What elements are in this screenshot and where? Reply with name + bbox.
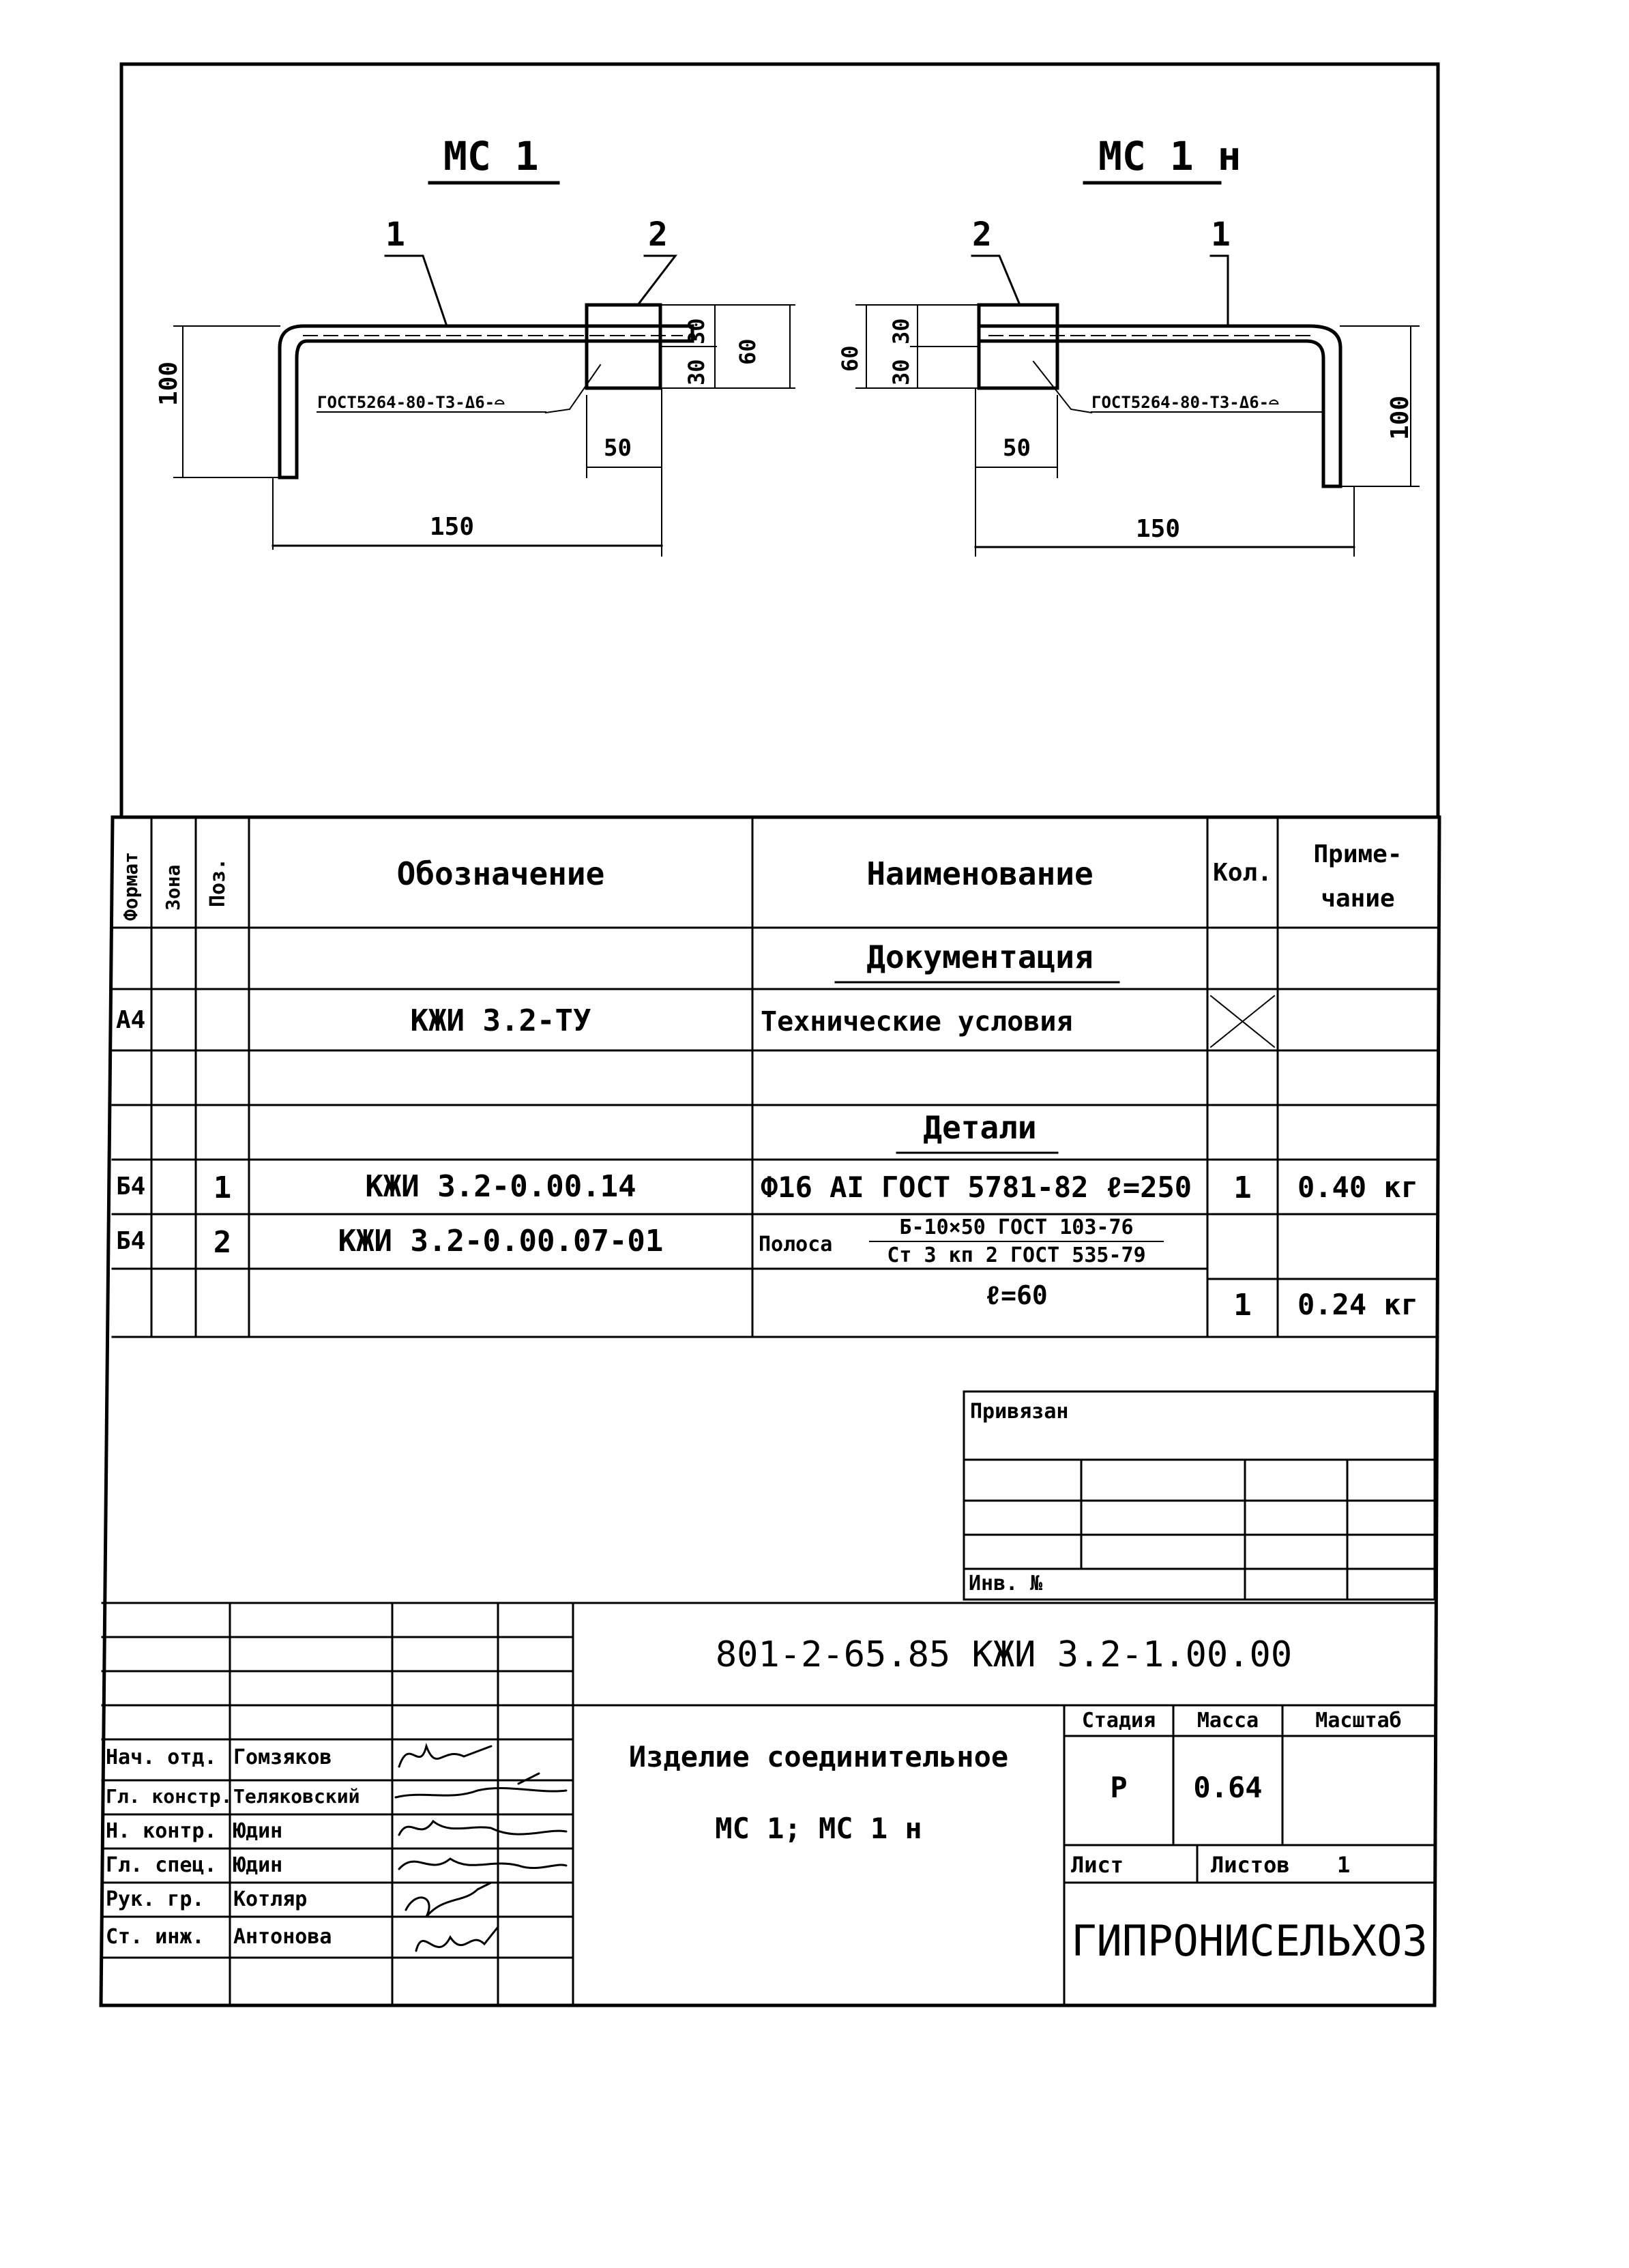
mc1h-weld-note: ГОСТ5264-80-Т3-Δ6-⌓ — [1091, 393, 1279, 412]
mc1h-dim-150: 150 — [1136, 515, 1181, 543]
mc1-dim-30a: 30 — [684, 318, 709, 344]
row1-name: Технические условия — [761, 1006, 1073, 1037]
mc1-dim-100: 100 — [155, 361, 183, 406]
section-documentation: Документация — [866, 939, 1094, 975]
mc1h-dim-30a: 30 — [888, 318, 914, 344]
row3-name-bottom: Ст 3 кп 2 ГОСТ 535-79 — [887, 1243, 1146, 1267]
role-1: Нач. отд. — [106, 1746, 217, 1769]
row2-name: Ф16 АI ГОСТ 5781-82 ℓ=250 — [761, 1170, 1192, 1204]
drawing-code: 801-2-65.85 КЖИ 3.2-1.00.00 — [715, 1634, 1293, 1675]
mc1-callout-2: 2 — [648, 216, 668, 254]
signature-3 — [399, 1821, 566, 1835]
signature-6 — [416, 1927, 498, 1951]
row3-qty: 1 — [1233, 1288, 1252, 1323]
person-6: Антонова — [233, 1925, 332, 1949]
person-5: Котляр — [233, 1887, 308, 1911]
row2-qty: 1 — [1233, 1170, 1252, 1205]
row3-name-prefix: Полоса — [759, 1233, 833, 1256]
mc1-weld-note: ГОСТ5264-80-Т3-Δ6-⌓ — [317, 393, 505, 412]
header-note-2: чание — [1321, 885, 1395, 913]
row3-pos: 2 — [213, 1225, 232, 1260]
role-2: Гл. констр. — [106, 1785, 233, 1808]
mc1-dim-60: 60 — [735, 338, 761, 365]
mc1h-title: МС 1 н — [1098, 133, 1242, 179]
mass-label: Масса — [1197, 1709, 1259, 1733]
role-6: Ст. инж. — [106, 1925, 205, 1949]
sheets-value: 1 — [1337, 1852, 1351, 1878]
mc1-dim-30b: 30 — [684, 359, 709, 385]
item-name-1: Изделие соединительное — [628, 1740, 1009, 1773]
stage-label: Стадия — [1081, 1709, 1156, 1733]
role-5: Рук. гр. — [106, 1887, 205, 1911]
signature-5 — [406, 1883, 491, 1917]
organization: ГИПРОНИСЕЛЬХОЗ — [1071, 1916, 1428, 1966]
stage-value: Р — [1110, 1771, 1128, 1804]
row3-designation: КЖИ 3.2-0.00.07-01 — [338, 1224, 664, 1258]
row1-format: А4 — [116, 1006, 146, 1034]
mass-value: 0.64 — [1193, 1771, 1263, 1804]
role-4: Гл. спец. — [106, 1853, 217, 1877]
sheets-label: Листов — [1211, 1852, 1290, 1878]
section-parts: Детали — [923, 1109, 1037, 1146]
row2-designation: КЖИ 3.2-0.00.14 — [365, 1169, 636, 1204]
mc1h-callout-1: 1 — [1211, 216, 1231, 254]
row2-format: Б4 — [116, 1173, 146, 1201]
mc1h-callout-2: 2 — [972, 216, 992, 254]
header-pos: Поз. — [206, 857, 230, 907]
row3-format: Б4 — [116, 1227, 146, 1255]
header-qty: Кол. — [1213, 859, 1272, 887]
row3-name-top: Б-10×50 ГОСТ 103-76 — [899, 1216, 1134, 1239]
binding-inv: Инв. № — [969, 1572, 1043, 1595]
person-2: Теляковский — [233, 1785, 360, 1808]
scale-label: Масштаб — [1315, 1709, 1402, 1733]
row1-designation: КЖИ 3.2-ТУ — [410, 1003, 591, 1038]
header-name: Наименование — [866, 855, 1094, 892]
row3-note: 0.24 кг — [1297, 1288, 1418, 1321]
mc1-title: МС 1 — [443, 133, 539, 179]
header-zone: Зона — [162, 864, 184, 911]
sheet-label: Лист — [1071, 1852, 1124, 1878]
mc1h-dim-50: 50 — [1003, 435, 1031, 462]
row2-note: 0.40 кг — [1297, 1170, 1418, 1204]
row3-name-length: ℓ=60 — [985, 1280, 1048, 1310]
signature-4 — [399, 1859, 566, 1869]
mc1-dim-50: 50 — [604, 435, 632, 462]
mc1h-dim-100: 100 — [1386, 395, 1414, 440]
item-name-2: МС 1; МС 1 н — [715, 1812, 922, 1845]
row2-pos: 1 — [213, 1170, 232, 1205]
role-3: Н. контр. — [106, 1819, 217, 1843]
mc1-callout-1: 1 — [385, 216, 405, 254]
mc1-dim-150: 150 — [430, 513, 475, 541]
header-format: Формат — [119, 851, 142, 921]
person-3: Юдин — [233, 1819, 283, 1843]
header-designation: Обозначение — [396, 855, 605, 892]
person-4: Юдин — [233, 1853, 283, 1877]
signature-1 — [399, 1746, 491, 1767]
signature-2 — [396, 1773, 566, 1797]
header-note-1: Приме- — [1313, 840, 1403, 868]
binding-title: Привязан — [970, 1400, 1069, 1424]
person-1: Гомзяков — [233, 1746, 332, 1769]
mc1h-dim-60: 60 — [837, 345, 863, 372]
mc1h-dim-30b: 30 — [888, 359, 914, 385]
